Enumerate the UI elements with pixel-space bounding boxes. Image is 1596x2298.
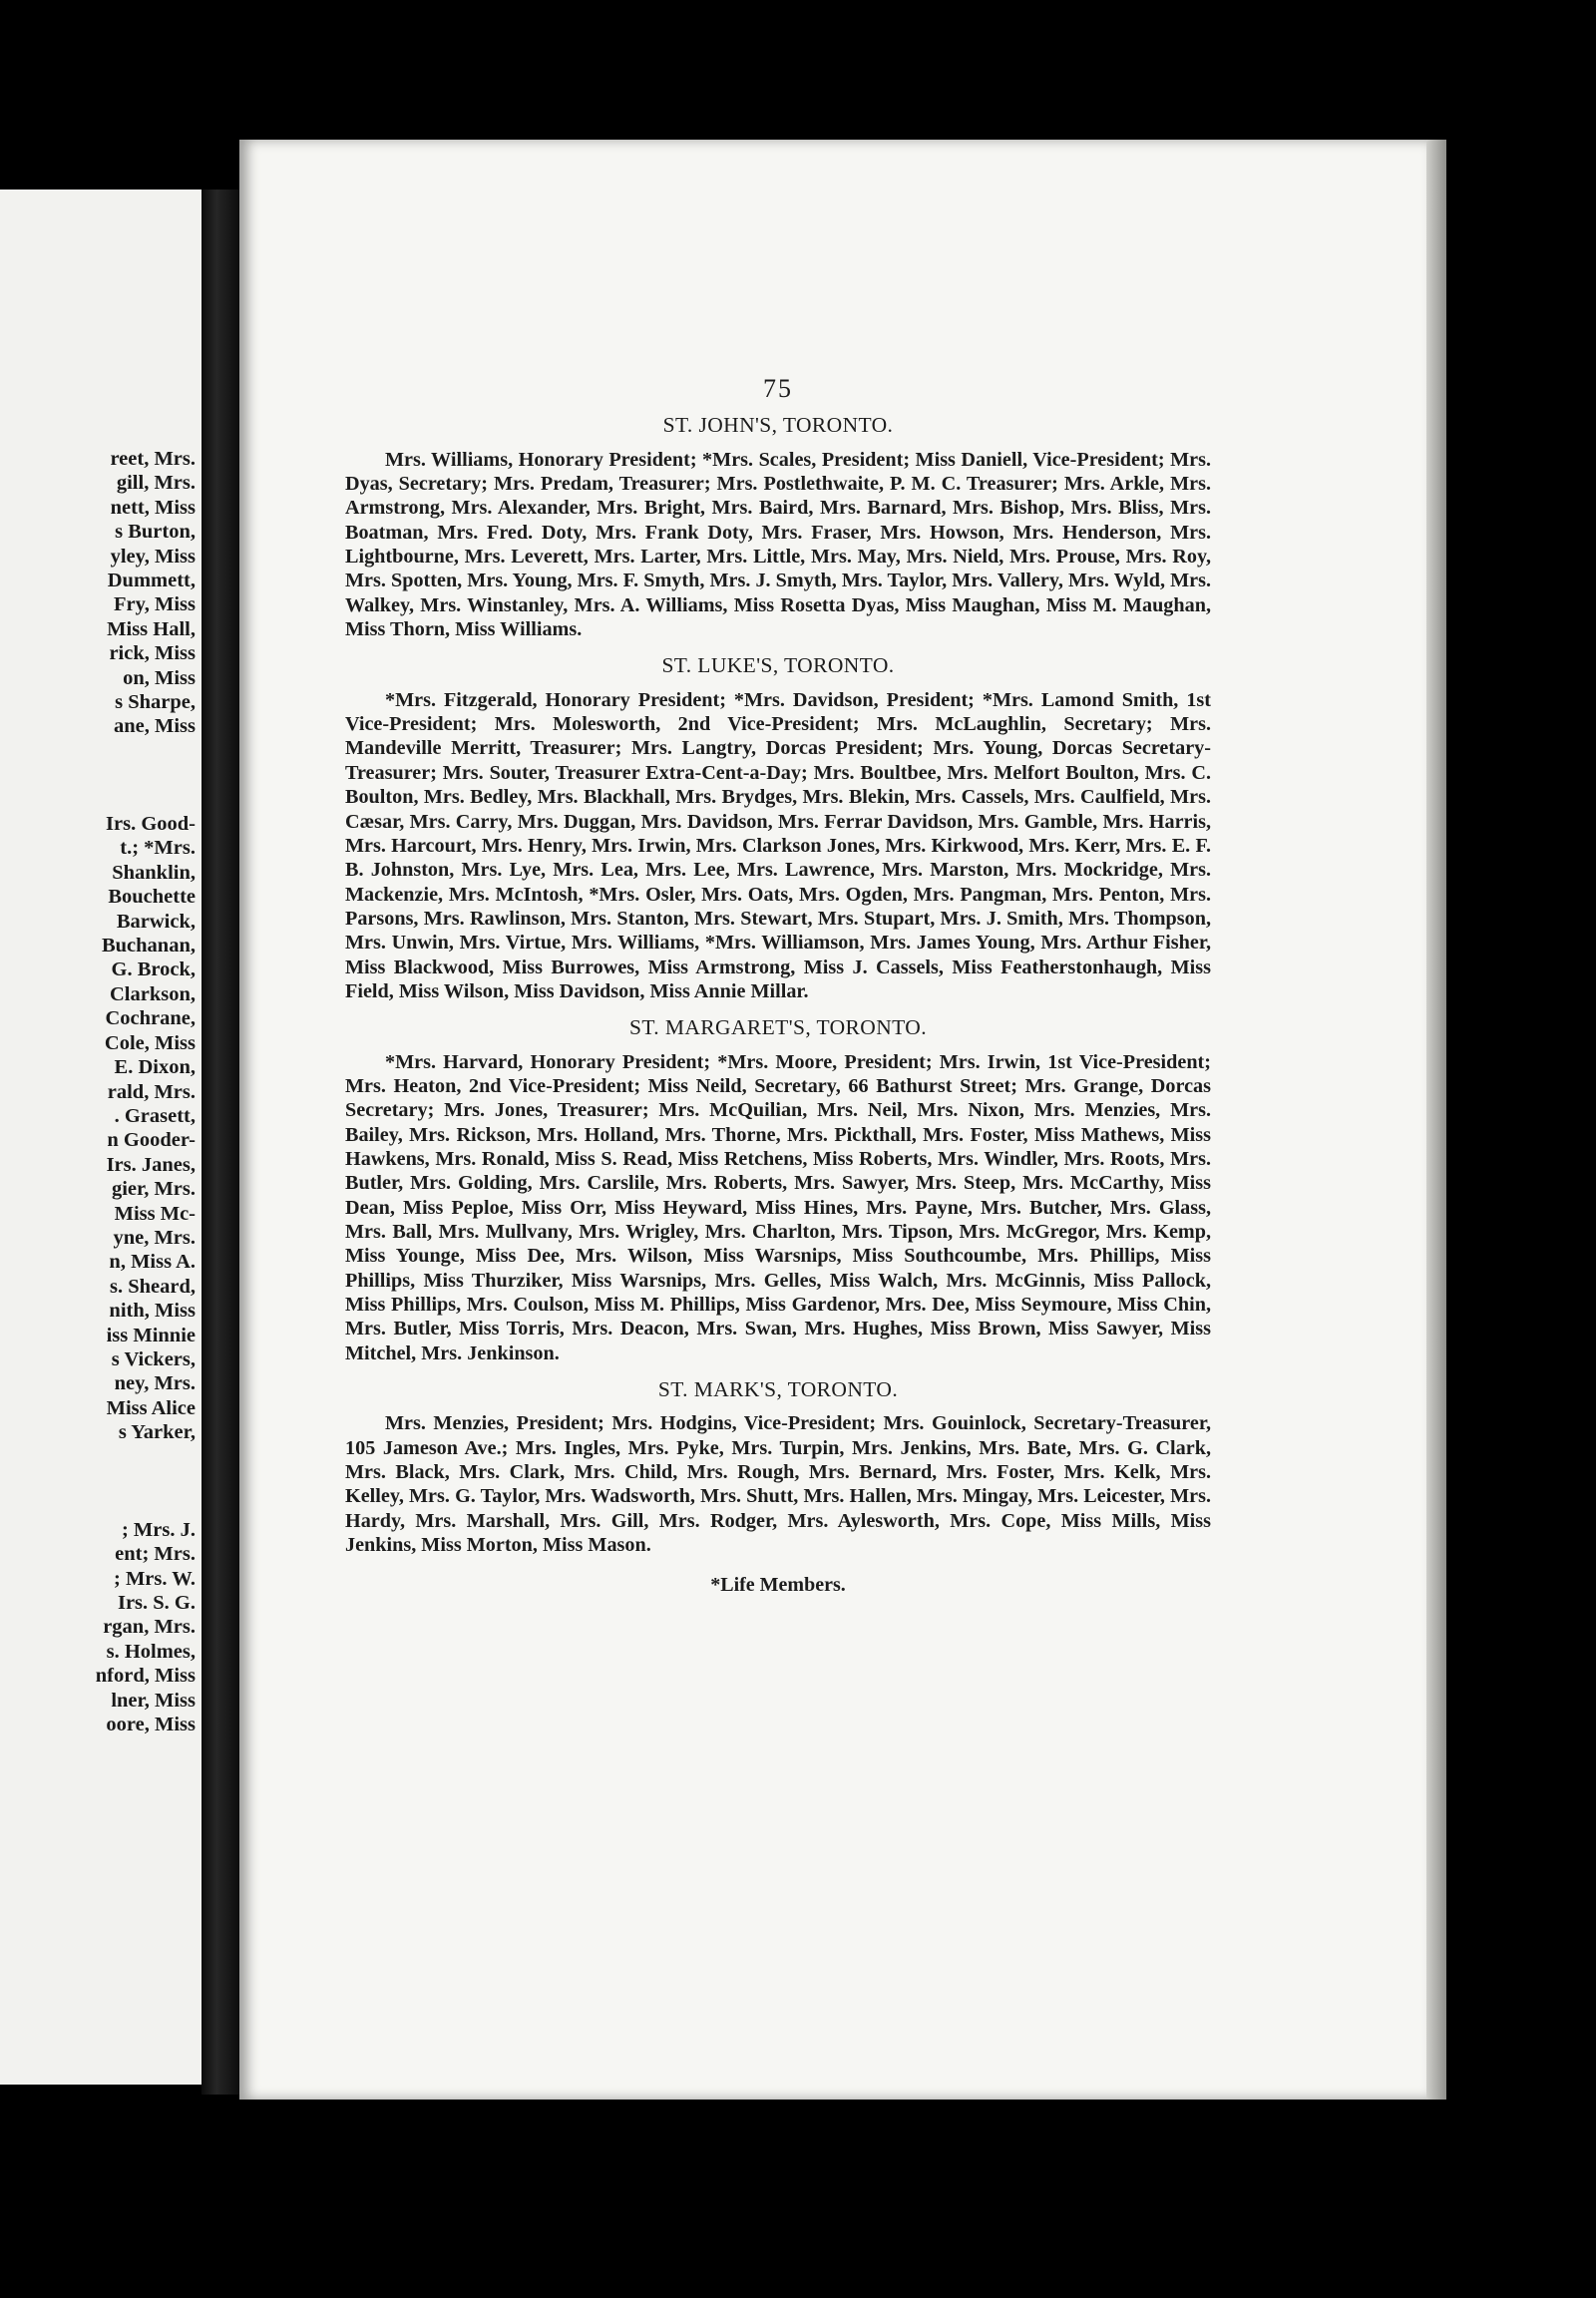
section-st-johns bbox=[345, 413, 1211, 641]
left-page-line: rick, Miss bbox=[109, 642, 196, 665]
left-page-line: Barwick, bbox=[116, 910, 196, 933]
left-page-gap bbox=[0, 1445, 201, 1469]
left-page-line: t.; *Mrs. bbox=[120, 837, 196, 860]
left-page-line: G. Brock, bbox=[111, 958, 196, 981]
right-page bbox=[239, 140, 1426, 2100]
left-page-line: nith, Miss bbox=[109, 1300, 196, 1323]
left-page-line: s Sharpe, bbox=[115, 691, 196, 714]
left-page-line: Miss Hall, bbox=[107, 617, 196, 640]
left-page-line: s Vickers, bbox=[111, 1347, 196, 1370]
page-number: 75 bbox=[763, 374, 793, 403]
left-page-gap bbox=[0, 788, 201, 812]
left-page-gap bbox=[0, 1469, 201, 1493]
left-page-line: yley, Miss bbox=[110, 545, 196, 568]
left-page-line: reet, Mrs. bbox=[110, 448, 196, 470]
section-text: Mrs. Williams, Honorary President; *Mrs. Scales, President; Miss Daniell, Vice-President; Mrs. Dyas, Secretary; Mrs. Predam, Treasurer; Mrs. Postlethwaite, P. M. C. Treasurer; Mrs. Arkle, Mrs. Armstrong, Mrs. Alexander, Mrs. Bright, Mrs. Baird, Mrs. Barnard, Mrs. Bishop, Mrs. Bliss, Mrs. Boatman, Mrs. Fred. Doty, Mrs. Frank Doty, Mrs. Fraser, Mrs. Howson, Mrs. Henderson, Mrs. Lightbourne, Mrs. Leverett, Mrs. Larter, Mrs. Little, Mrs. May, Mrs. Nield, Mrs. Prouse, Mrs. Roy, Mrs. Spotten, Mrs. Young, Mrs. F. Smyth, Mrs. J. Smyth, Mrs. Taylor, Mrs. Vallery, Mrs. Wyld, Mrs. Walkey, Mrs. Winstanley, Mrs. A. Williams, Miss Rosetta Dyas, Miss Maughan, Miss M. Maughan, Miss Thorn, Miss Williams. bbox=[345, 448, 1211, 641]
section-title: ST. MARGARET'S, TORONTO. bbox=[629, 1015, 927, 1040]
section-title: ST. LUKE'S, TORONTO. bbox=[661, 653, 895, 678]
left-page-line: s. Sheard, bbox=[109, 1275, 196, 1298]
left-page-line: Cochrane, bbox=[105, 1007, 196, 1030]
left-page-line: on, Miss bbox=[123, 666, 196, 689]
section-st-margarets bbox=[345, 1015, 1211, 1365]
left-page-line: Irs. Janes, bbox=[106, 1153, 196, 1176]
left-page-line: s. Holmes, bbox=[106, 1640, 196, 1663]
section-title: ST. JOHN'S, TORONTO. bbox=[662, 413, 894, 438]
left-page-line: Shanklin, bbox=[112, 861, 196, 884]
section-text: Mrs. Menzies, President; Mrs. Hodgins, Vice-President; Mrs. Gouinlock, Secretary-Treasurer, 105 Jameson Ave.; Mrs. Ingles, Mrs. Pyke, Mrs. Turpin, Mrs. Jenkins, Mrs. Bate, Mrs. G. Clark, Mrs. Black, Mrs. Clark, Mrs. Child, Mrs. Rough, Mrs. Bernard, Mrs. Foster, Mrs. Kelk, Mrs. Kelley, Mrs. G. Taylor, Mrs. Wadsworth, Mrs. Shutt, Mrs. Hallen, Mrs. Mingay, Mrs. Leicester, Mrs. Hardy, Mrs. Marshall, Mrs. Gill, Mrs. Rodger, Mrs. Aylesworth, Mrs. Cope, Miss Mills, Miss Jenkins, Miss Morton, Miss Mason. bbox=[345, 1412, 1211, 1557]
left-page-line: gier, Mrs. bbox=[111, 1178, 196, 1201]
left-page-line: Miss Mc- bbox=[114, 1202, 196, 1225]
left-page-line: s Burton, bbox=[115, 521, 196, 544]
left-page-line: nford, Miss bbox=[95, 1665, 196, 1688]
left-page-line: Miss Alice bbox=[106, 1396, 196, 1419]
section-text: *Mrs. Fitzgerald, Honorary President; *Mrs. Davidson, President; *Mrs. Lamond Smith, 1st Vice-President; Mrs. Molesworth, 2nd Vice-President; Mrs. McLaughlin, Secretary; Mrs. Mandeville Merritt, Treasurer; Mrs. Langtry, Dorcas President; Mrs. Young, Dorcas Secretary-Treasurer; Mrs. Souter, Treasurer Extra-Cent-a-Day; Mrs. Boultbee, Mrs. Melfort Boulton, Mrs. C. Boulton, Mrs. Bedley, Mrs. Blackhall, Mrs. Brydges, Mrs. Blekin, Mrs. Cassels, Mrs. Caulfield, Mrs. Cæsar, Mrs. Carry, Mrs. Duggan, Mrs. Davidson, Mrs. Ferrar Davidson, Mrs. Gamble, Mrs. Harris, Mrs. Harcourt, Mrs. Henry, Mrs. Irwin, Mrs. Clarkson Jones, Mrs. Kirkwood, Mrs. Kerr, Mrs. E. F. B. Johnston, Mrs. Lye, Mrs. Lea, Mrs. Lee, Mrs. Lawrence, Mrs. Marston, Mrs. Mockridge, Mrs. Mackenzie, Mrs. McIntosh, *Mrs. Osler, Mrs. Oats, Mrs. Ogden, Mrs. Pangman, Mrs. Penton, Mrs. Parsons, Mrs. Rawlinson, Mrs. Stanton, Mrs. Stewart, Mrs. Stupart, Mrs. J. Smith, Mrs. Thompson, Mrs. Unwin, Mrs. Virtue, Mrs. Williams, *Mrs. Williamson, Mrs. James Young, Mrs. Arthur Fisher, Miss Blackwood, Miss Burrowes, Miss Armstrong, Miss J. Cassels, Miss Featherstonhaugh, Miss Field, Miss Wilson, Miss Davidson, Miss Annie Millar. bbox=[345, 688, 1211, 1002]
section-title: ST. MARK'S, TORONTO. bbox=[657, 1377, 899, 1402]
left-page-line: Buchanan, bbox=[101, 935, 196, 958]
left-page-line: ; Mrs. J. bbox=[121, 1518, 196, 1541]
left-page-line: n, Miss A. bbox=[109, 1251, 196, 1274]
left-page-line: . Grasett, bbox=[114, 1104, 196, 1127]
left-page-line: n Gooder- bbox=[107, 1129, 196, 1152]
left-page-gap bbox=[0, 739, 201, 763]
section-st-lukes bbox=[345, 653, 1211, 1003]
left-page-line: oore, Miss bbox=[106, 1714, 196, 1736]
left-page-line: gill, Mrs. bbox=[116, 472, 196, 495]
left-page-line: ane, Miss bbox=[114, 715, 196, 738]
left-page-line: ney, Mrs. bbox=[114, 1372, 196, 1395]
left-page-line: E. Dixon, bbox=[114, 1056, 196, 1079]
left-page-line: s Yarker, bbox=[118, 1421, 196, 1444]
left-page-line: lner, Miss bbox=[111, 1689, 196, 1712]
left-page-line: Clarkson, bbox=[109, 982, 196, 1005]
left-page-line: iss Minnie bbox=[106, 1324, 196, 1346]
left-page-line: Cole, Miss bbox=[104, 1031, 196, 1054]
left-page-line: Irs. S. G. bbox=[117, 1592, 196, 1614]
book-spine bbox=[201, 190, 239, 2095]
left-page-line: ; Mrs. W. bbox=[114, 1567, 196, 1590]
section-text: *Mrs. Harvard, Honorary President; *Mrs. Moore, President; Mrs. Irwin, 1st Vice-President; Mrs. Heaton, 2nd Vice-President; Miss Neild, Secretary, 66 Bathurst Street; Mrs. Grange, Dorcas Secretary; Mrs. Jones, Treasurer; Mrs. McQuilian, Mrs. Neil, Mrs. Nixon, Mrs. Menzies, Mrs. Bailey, Mrs. Rickson, Mrs. Holland, Mrs. Thorne, Mrs. Pickthall, Mrs. Foster, Miss Mathews, Miss Hawkens, Mrs. Ronald, Miss S. Read, Miss Retchens, Miss Roberts, Mrs. Windler, Mrs. Roots, Mrs. Butler, Mrs. Golding, Mrs. Carslile, Mrs. Roberts, Mrs. Sawyer, Mrs. Steep, Mrs. McCarthy, Miss Dean, Miss Peploe, Miss Orr, Miss Heyward, Miss Hines, Mrs. Payne, Mrs. Butcher, Mrs. Glass, Mrs. Ball, Mrs. Mullvany, Mrs. Wrigley, Mrs. Charlton, Mrs. Tipson, Mrs. McGregor, Mrs. Kemp, Miss Younge, Miss Dee, Mrs. Wilson, Miss Warsnips, Miss Southcoumbe, Mrs. Phillips, Miss Phillips, Miss Thurziker, Miss Warsnips, Mrs. Gelles, Miss Walch, Mrs. McGinnis, Miss Pallock, Miss Phillips, Mrs. Coulson, Miss M. Phillips, Miss Gardenor, Mrs. Dee, Miss Seymoure, Miss Chin, Mrs. Butler, Miss Torris, Mrs. Deacon, Mrs. Swan, Mrs. Hughes, Miss Brown, Miss Sawyer, Miss Mitchel, Mrs. Jenkinson. bbox=[345, 1050, 1211, 1364]
footnote: *Life Members. bbox=[710, 1574, 846, 1597]
left-page-line: Dummett, bbox=[107, 570, 196, 592]
left-page-line: yne, Mrs. bbox=[113, 1226, 196, 1249]
left-page bbox=[0, 190, 201, 2085]
left-page-line: nett, Miss bbox=[110, 496, 196, 519]
page-edge bbox=[1426, 140, 1446, 2100]
left-page-line: rgan, Mrs. bbox=[103, 1616, 196, 1639]
left-page-line: rald, Mrs. bbox=[107, 1080, 196, 1103]
left-page-line: Fry, Miss bbox=[114, 593, 196, 616]
left-page-line: ent; Mrs. bbox=[115, 1543, 196, 1566]
left-page-line: Bouchette bbox=[108, 886, 196, 909]
left-page-text bbox=[0, 447, 201, 1736]
left-page-gap bbox=[0, 763, 201, 787]
left-page-line: Irs. Good- bbox=[106, 813, 196, 836]
page-content bbox=[345, 374, 1211, 1598]
section-st-marks bbox=[345, 1377, 1211, 1557]
left-page-gap bbox=[0, 1493, 201, 1517]
